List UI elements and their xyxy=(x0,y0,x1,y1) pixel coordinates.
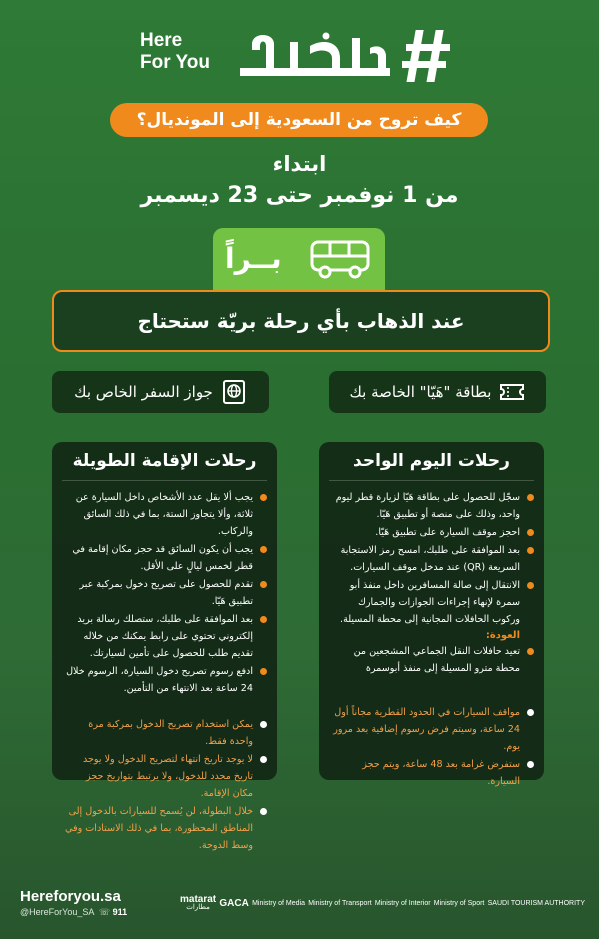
ticket-icon xyxy=(499,379,525,405)
note-item: لا يوجد تاريخ انتهاء لتصريح الدخول ولا يوجد تاريخ محدد للدخول، ولا يرتبط بتواريخ حجز مكان الإقامة. xyxy=(64,751,267,802)
phone-number: 911 xyxy=(112,907,128,917)
note-item: ستفرض غرامة بعد 48 ساعة، ويتم حجز السيارة. xyxy=(331,756,534,790)
footer xyxy=(0,880,599,939)
ministry-interior-logo: Ministry of Interior xyxy=(374,900,431,907)
here-for-you-logo xyxy=(140,30,210,74)
ministry-sport-logo: Ministry of Sport xyxy=(433,900,485,907)
list-item: تقدم للحصول على تصريح دخول بمركبة عبر تطبيق هَيّا. xyxy=(64,576,267,610)
bus-icon xyxy=(309,238,371,280)
logo-foryou-text: For You xyxy=(140,52,211,73)
list-item: يجب أن يكون السائق قد حجز مكان إقامة في قطر لخمس ليالٍ على الأقل. xyxy=(64,541,267,575)
list-item: احجز موقف السيارة على تطبيق هَيّا. xyxy=(331,524,534,541)
list-item: بعد الموافقة على طلبك، ستصلك رسالة بريد إلكتروني تحتوي على رابط يمكنك من خلاله تقديم طلب للحصول على تأمين لسيارتك. xyxy=(64,611,267,662)
passport-icon xyxy=(221,379,247,405)
list-item: يجب ألا يقل عدد الأشخاص داخل السيارة عن ثلاثة، وألا يتجاوز الستة، بما في ذلك السائق والركاب. xyxy=(64,489,267,540)
hayya-text: بطاقة "هَيّا" الخاصة بك xyxy=(349,383,492,401)
tourism-authority-logo: SAUDI TOURISM AUTHORITY xyxy=(487,900,585,907)
gaca-logo: GACA xyxy=(219,898,249,909)
logo-here-text: Here xyxy=(140,30,183,51)
twitter-handle[interactable]: @HereForYou_SA xyxy=(20,907,94,917)
ministry-media-logo: Ministry of Media xyxy=(252,900,305,907)
long-stay-title: رحلات الإقامة الطويلة xyxy=(62,442,267,481)
social-handle xyxy=(20,907,127,918)
long-stay-trips-card xyxy=(52,442,277,851)
note-item: خلال البطولة، لن يُسمح للسيارات بالدخول إلى المناطق المحظورة، بما في ذلك الاستادات وفي وسط الدوحة. xyxy=(64,803,267,854)
matarat-logo: matarat مطارات xyxy=(180,894,217,911)
land-headline: عند الذهاب بأي رحلة بريّة ستحتاج xyxy=(52,290,550,352)
passport-requirement xyxy=(52,371,269,413)
list-item: ادفع رسوم تصريح دخول السيارة، الرسوم خلال 24 ساعة بعد الانتهاء من التأمين. xyxy=(64,663,267,697)
land-tab xyxy=(213,228,385,290)
partner-logos xyxy=(180,890,585,918)
start-date: من 1 نوفمبر حتى 23 ديسمبر xyxy=(140,183,459,208)
same-day-trips-card xyxy=(319,442,544,787)
list-item: الانتقال إلى صالة المسافرين داخل منفذ أبو سمرة لإنهاء إجراءات الجوازات والجمارك وركوب الحافلات المجانية إلى محطة المسيلة. xyxy=(331,577,534,628)
same-day-title: رحلات اليوم الواحد xyxy=(329,442,534,481)
question-banner: كيف تروح من السعودية إلى المونديال؟ xyxy=(110,103,488,137)
ministry-transport-logo: Ministry of Transport xyxy=(308,900,372,907)
list-item: سجّل للحصول على بطاقة هَيّا لزيارة قطر ليوم واحد، وذلك على منصة أو تطبيق هَيّا. xyxy=(331,489,534,523)
website-link[interactable]: Hereforyou.sa xyxy=(20,888,121,905)
hayya-card-requirement xyxy=(329,371,546,413)
passport-text: جواز السفر الخاص بك xyxy=(74,383,213,401)
phone-icon: ☏ xyxy=(98,907,111,917)
list-item: بعد الموافقة على طلبك، امسح رمز الاستجابة السريعة (QR) عند مدخل موقف السيارات. xyxy=(331,542,534,576)
note-item: مواقف السيارات في الحدود القطرية مجاناً أول 24 ساعة، وسيتم فرض رسوم إضافية بعد مرور يوم. xyxy=(331,704,534,755)
return-label: العودة: xyxy=(485,630,520,641)
start-label: ابتداء xyxy=(272,152,327,176)
hadireen-logo xyxy=(230,28,450,84)
note-item: يمكن استخدام تصريح الدخول بمركبة مرة واحدة فقط. xyxy=(64,716,267,750)
list-item: تعيد حافلات النقل الجماعي المشجعين من محطة مترو المسيلة إلى منفذ أبوسمرة xyxy=(331,643,534,677)
land-label: بــراً xyxy=(225,242,282,275)
